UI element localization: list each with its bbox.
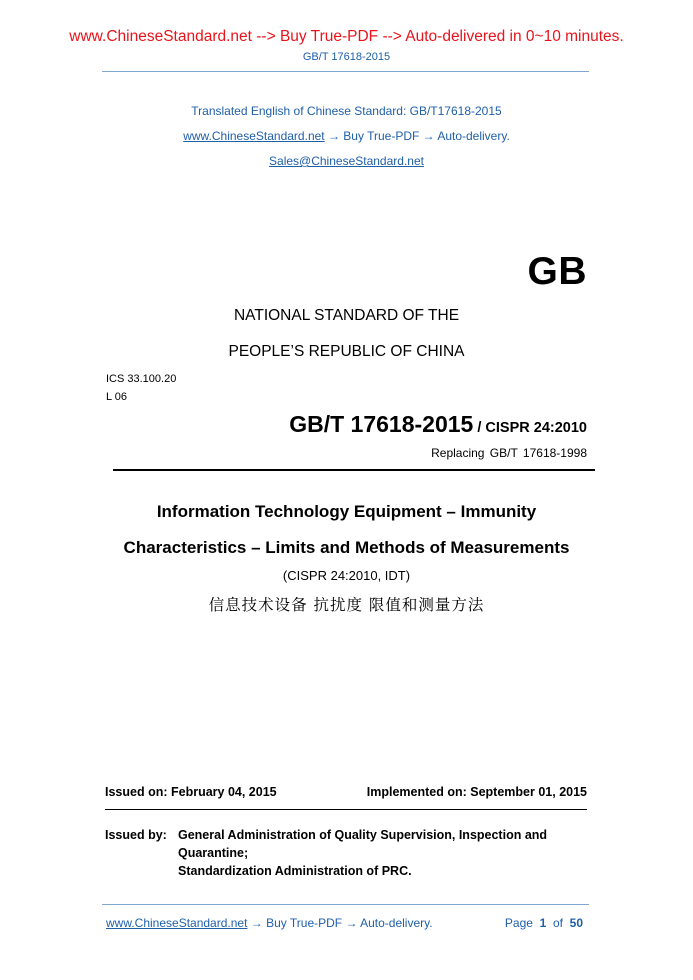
header-standard-code: GB/T 17618-2015 [302, 51, 391, 63]
footer-buy-line [106, 916, 433, 930]
title-line-2: Characteristics – Limits and Methods of Measurements [123, 538, 570, 557]
gb-logo: GB [527, 250, 587, 293]
ics-code: ICS 33.100.20 [106, 373, 177, 385]
footer-site-link[interactable]: www.ChineseStandard.net [106, 916, 248, 930]
replacing-note: Replacing GB/T 17618-1998 [431, 446, 587, 460]
dates-divider [105, 809, 587, 810]
top-banner[interactable]: www.ChineseStandard.net --> Buy True-PDF --> Auto-delivered in 0~10 minutes. [69, 28, 624, 45]
l-code: L 06 [106, 391, 128, 403]
buy-text: → Buy True-PDF → Auto-delivery. [324, 129, 510, 143]
title-divider [113, 469, 595, 471]
footer-buy-text: → Buy True-PDF → Auto-delivery. [247, 916, 433, 930]
total-pages: 50 [569, 916, 583, 930]
sales-line [0, 154, 693, 168]
idt-note: (CISPR 24:2010, IDT) [282, 568, 411, 583]
page-label: Page [504, 916, 533, 930]
issued-by-organizations [178, 826, 598, 880]
header-divider [102, 71, 589, 72]
standard-number-line [289, 411, 587, 438]
of-label: of [552, 916, 563, 930]
issued-on-date: Issued on: February 04, 2015 [105, 785, 277, 799]
cispr-reference: / CISPR 24:2010 [473, 420, 587, 436]
current-page: 1 [539, 916, 547, 930]
page-indicator [505, 916, 583, 930]
sales-email-link[interactable]: Sales@ChineseStandard.net [269, 154, 424, 168]
translated-notice: Translated English of Chinese Standard: GB/T17618-2015 [191, 104, 502, 118]
chinese-title: 信息技术设备 抗扰度 限值和测量方法 [208, 596, 485, 614]
buy-line [0, 129, 693, 143]
issuing-org-1: General Administration of Quality Supervision, Inspection and Quarantine; [178, 828, 548, 860]
title-line-1: Information Technology Equipment – Immunity [156, 502, 537, 521]
site-link[interactable]: www.ChineseStandard.net [183, 129, 325, 143]
standard-number: GB/T 17618-2015 [289, 411, 474, 437]
issuing-org-2: Standardization Administration of PRC. [178, 864, 412, 878]
national-standard-line-2: PEOPLE’S REPUBLIC OF CHINA [228, 343, 465, 360]
national-standard-line-1: NATIONAL STANDARD OF THE [233, 307, 460, 324]
implemented-on-date: Implemented on: September 01, 2015 [366, 785, 587, 799]
issued-by-label: Issued by: [105, 828, 167, 842]
footer-divider [102, 904, 589, 905]
